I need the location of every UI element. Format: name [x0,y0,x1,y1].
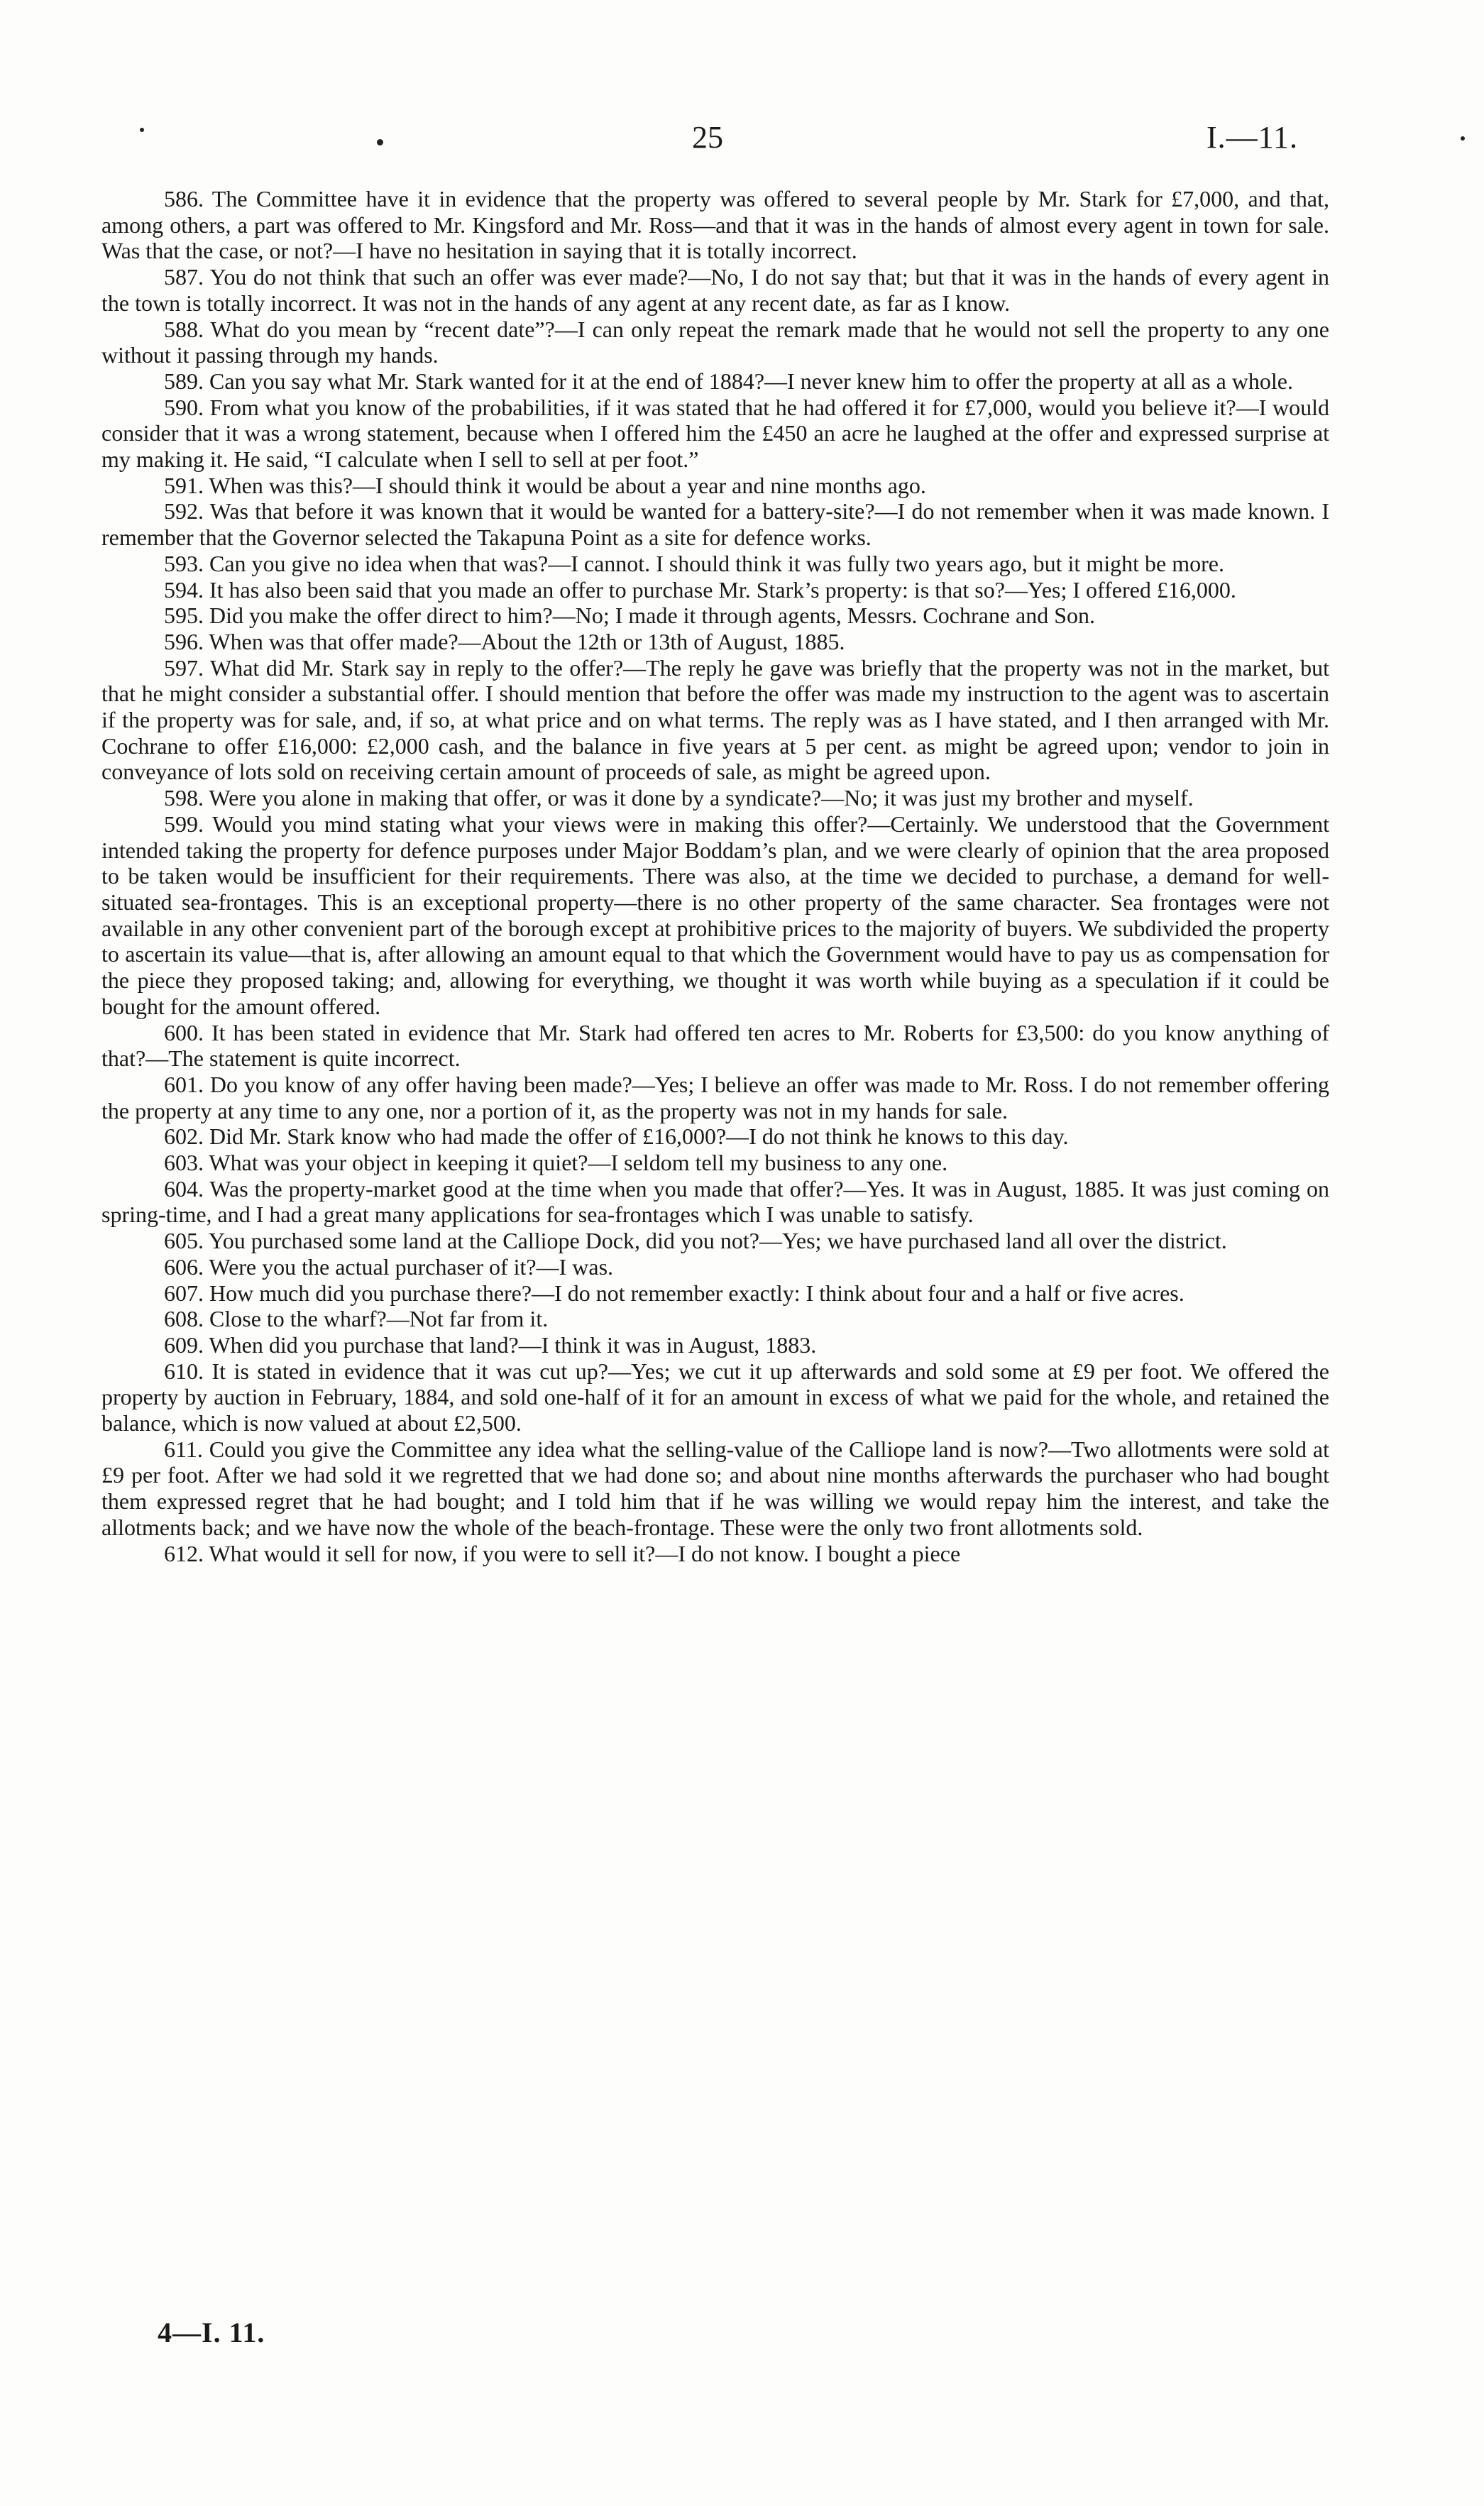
question-number: 591. [164,472,204,498]
question-answer-590 [101,395,1329,473]
question-text: What did Mr. Stark say in reply to the offer?—The reply he gave was briefly that the property was not in the market, but that he might consider a substantial offer. I should mention that before the offer was made my instruction to the agent was to ascertain if the property was for sale, and, if so, at what price and on what terms. The reply was as I have stated, and I then arranged with Mr. Cochrane to offer £16,000: £2,000 cash, and the balance in five years at 5 per cent. as might be agreed upon; vendor to join in conveyance of lots sold on receiving certain amount of proceeds of sale, as might be agreed upon. [101,654,1330,785]
question-answer-609 [101,1332,1329,1358]
question-number: 589. [164,368,204,394]
testimony-body [101,186,1329,1566]
question-text: Do you know of any offer having been made?—Yes; I believe an offer was made to Mr. Ross. I do not remember offering the property at any time to any one, nor a portion of it, as the property was not in my hands for sale. [101,1071,1330,1123]
question-number: 599. [164,810,204,837]
question-number: 593. [164,550,204,576]
question-number: 612. [164,1540,204,1566]
question-number: 588. [164,316,204,342]
question-text: It has been stated in evidence that Mr. Stark had offered ten acres to Mr. Roberts for £3,500: do you know anything of that?—The statement is quite incorrect. [101,1019,1330,1072]
question-text: The Committee have it in evidence that the property was offered to several people by Mr. Stark for £7,000, and that, among others, a part was offered to Mr. Kingsford and Mr. Ross—and that it was in the hands of almost every agent in town for sale. Was that the case, or not?—I have no hesitation in saying that it is totally incorrect. [101,186,1330,264]
question-text: You purchased some land at the Calliope Dock, did you not?—Yes; we have purchased land all over the district. [208,1228,1227,1254]
question-answer-606 [101,1254,1329,1280]
question-number: 607. [164,1280,204,1306]
question-number: 590. [164,394,204,420]
question-number: 610. [164,1358,204,1384]
question-text: When did you purchase that land?—I think it was in August, 1883. [209,1331,817,1358]
question-text: What do you mean by “recent date”?—I can only repeat the remark made that he would not sell the property to any one without it passing through my hands. [101,316,1330,368]
question-text: Did Mr. Stark know who had made the offer of £16,000?—I do not think he knows to this day. [209,1123,1069,1150]
sheet-signature: 4—I. 11. [158,2317,265,2348]
question-text: From what you know of the probabilities, if it was stated that he had offered it for £7,000, would you believe it?—I would consider that it was a wrong statement, because when I offered him the £450 an acre he laughed at the offer and expressed surprise at my making it. He said, “I calculate when I sell to sell at per foot.” [101,394,1330,473]
question-answer-599 [101,811,1329,1020]
question-answer-592 [101,498,1329,550]
question-answer-594 [101,577,1329,603]
question-text: What was your object in keeping it quiet?—I seldom tell my business to any one. [209,1150,948,1176]
question-text: You do not think that such an offer was ever made?—No, I do not say that; but that it was in the hands of every agent in the town is totally incorrect. It was not in the hands of any agent at any recent date, as far as I know. [101,264,1330,316]
question-answer-588 [101,317,1329,368]
question-answer-593 [101,551,1329,577]
page-header [0,119,1484,162]
question-text: When was that offer made?—About the 12th or 13th of August, 1885. [209,628,845,654]
question-number: 594. [164,576,204,603]
question-answer-607 [101,1280,1329,1307]
question-number: 611. [164,1436,203,1462]
question-answer-586 [101,186,1329,264]
question-text: Did you make the offer direct to him?—No; I made it through agents, Messrs. Cochrane and Son. [209,603,1096,629]
question-answer-589 [101,368,1329,395]
question-number: 600. [164,1019,204,1045]
question-text: Was that before it was known that it would be wanted for a battery-site?—I do not remember when it was made known. I remember that the Governor selected the Takapuna Point as a site for defence works. [101,498,1330,551]
question-answer-600 [101,1020,1329,1072]
question-number: 596. [164,628,204,654]
question-answer-605 [101,1228,1329,1254]
question-text: Close to the wharf?—Not far from it. [209,1306,549,1332]
question-text: Were you alone in making that offer, or was it done by a syndicate?—No; it was just my brother and myself. [209,785,1194,811]
question-text: Would you mind stating what your views were in making this offer?—Certainly. We understood that the Government intended taking the property for defence purposes under Major Boddam’s plan, and we were clearly of opinion that the area proposed to be taken would be insufficient for their requirements. There was also, at the time we decided to purchase, a demand for well-situated sea-frontages. This is an exceptional property—there is no other property of the same character. Sea frontages were not available in any other convenient part of the borough except at prohibitive prices to the majority of buyers. We subdivided the property to ascertain its value—that is, after allowing an amount equal to that which the Government would have to pay us as compensation for the piece they proposed taking; and, allowing for everything, we thought it was worth while buying as a speculation if it could be bought for the amount offered. [101,810,1330,1019]
question-number: 604. [164,1175,204,1202]
paper-reference: I.—11. [1207,120,1299,155]
question-answer-591 [101,473,1329,499]
question-answer-602 [101,1123,1329,1150]
question-number: 597. [164,654,204,681]
question-answer-587 [101,264,1329,316]
question-answer-596 [101,629,1329,655]
question-answer-597 [101,655,1329,786]
question-text: Could you give the Committee any idea what the selling-value of the Calliope land is now?—Two allotments were sold at £9 per foot. After we had sold it we regretted that we had done so; and about nine months afterwards the purchaser who had bought them expressed regret that he had bought; and I told him that if he was willing we would repay him the interest, and take the allotments back; and we have now the whole of the beach-frontage. These were the only two front allotments sold. [101,1436,1330,1540]
question-answer-604 [101,1176,1329,1228]
question-number: 605. [164,1228,204,1254]
question-number: 601. [164,1071,204,1097]
question-text: What would it sell for now, if you were to sell it?—I do not know. I bought a piece [209,1540,961,1566]
question-answer-598 [101,785,1329,811]
question-text: It has also been said that you made an offer to purchase Mr. Stark’s property: is that so?—Yes; I offered £16,000. [209,576,1236,603]
page-number: 25 [692,120,723,155]
question-number: 606. [164,1253,204,1280]
question-text: How much did you purchase there?—I do not remember exactly: I think about four and a half or five acres. [209,1280,1185,1306]
question-text: Was the property-market good at the time when you made that offer?—Yes. It was in August, 1885. It was just coming on spring-time, and I had a great many applications for sea-frontages which I was unable to satisfy. [101,1175,1330,1228]
question-answer-610 [101,1358,1329,1436]
question-answer-595 [101,603,1329,629]
question-answer-612 [101,1541,1329,1567]
question-number: 609. [164,1331,204,1358]
question-number: 586. [164,186,204,211]
question-number: 598. [164,785,204,811]
question-number: 595. [164,603,204,629]
question-text: When was this?—I should think it would be about a year and nine months ago. [209,472,926,498]
question-number: 608. [164,1306,204,1332]
question-number: 587. [164,264,204,290]
question-text: Can you say what Mr. Stark wanted for it at the end of 1884?—I never knew him to offer the property at all as a whole. [209,368,1293,394]
question-answer-608 [101,1306,1329,1332]
question-answer-601 [101,1072,1329,1123]
question-number: 603. [164,1150,204,1176]
question-number: 602. [164,1123,204,1150]
question-text: Were you the actual purchaser of it?—I was. [209,1253,614,1280]
question-text: It is stated in evidence that it was cut up?—Yes; we cut it up afterwards and sold some at £9 per foot. We offered the property by auction in February, 1884, and sold one-half of it for an amount in excess of what we paid for the whole, and retained the balance, which is now valued at about £2,500. [101,1358,1330,1436]
question-answer-603 [101,1150,1329,1176]
question-answer-611 [101,1436,1329,1541]
question-number: 592. [164,498,204,524]
question-text: Can you give no idea when that was?—I cannot. I should think it was fully two years ago, but it might be more. [209,550,1224,576]
